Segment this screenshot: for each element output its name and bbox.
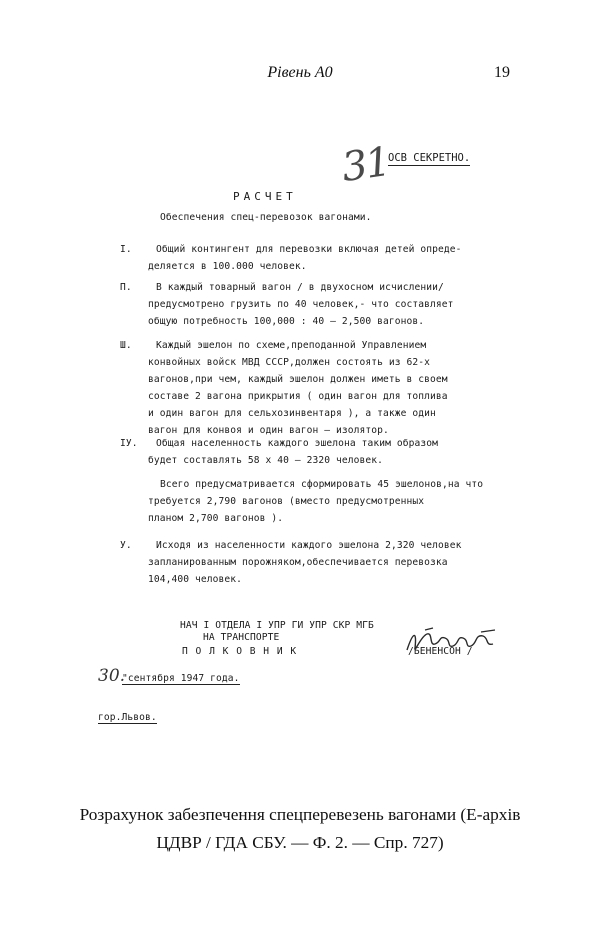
figure-caption [20,801,580,857]
section-numeral: П. [120,282,132,293]
section-line: В каждый товарный вагон / в двухосном исчислении/ [156,282,444,293]
caption-line: ЦДВР / ГДА СБУ. — Ф. 2. — Спр. 727) [156,833,444,852]
section-line: Общий контингент для перевозки включая детей опреде- [156,244,462,255]
signatory-position-line2: НА ТРАНСПОРТЕ [203,632,280,643]
section-line: общую потребность 100,000 : 40 – 2,500 вагонов. [148,316,425,327]
section-line: 104,400 человек. [148,574,243,585]
date-text: "сентября 1947 года. [122,673,240,684]
running-title: Рівень А0 [267,64,333,81]
section-line: вагон для конвоя и один вагон – изолятор. [148,425,389,436]
section-line: требуется 2,790 вагонов (вместо предусмотренных [148,496,425,507]
section-line: вагонов,при чем, каждый эшелон должен иметь в своем [148,374,448,385]
section-numeral: Ш. [120,340,132,351]
signatory-name: /БЕНЕНСОН / [408,646,473,657]
section-numeral: У. [120,540,132,551]
section-line: составе 2 вагона прикрытия ( один вагон для топлива [148,391,448,402]
secret-stamp: ОСВ СЕКРЕТНО. [388,152,471,164]
document-title: РАСЧЕТ [233,190,297,203]
page-number: 19 [494,64,510,81]
signatory-rank: П О Л К О В Н И К [182,646,298,657]
section-line: будет составлять 58 х 40 – 2320 человек. [148,455,384,466]
archival-document-scan [98,136,503,768]
section-line: Каждый эшелон по схеме,преподанной Управлением [156,340,427,351]
section-line: планом 2,700 вагонов ). [148,513,284,524]
section-line: запланированным порожняком,обеспечивается перевозка [148,557,448,568]
section-line: Общая населенность каждого эшелона таким образом [156,438,439,449]
document-subtitle: Обеспечения спец-перевозок вагонами. [160,212,372,223]
section-numeral: I. [120,244,132,255]
section-line: Исходя из населенности каждого эшелона 2,320 человек [156,540,462,551]
document-place: гор.Львов. [98,712,157,723]
section-line: и один вагон для сельхозинвентаря ), а также один [148,408,436,419]
section-line: деляется в 100.000 человек. [148,261,307,272]
running-head [0,64,600,86]
section-line: предусмотрено грузить по 40 человек,- что составляет [148,299,454,310]
date-day-handwritten: 30. [98,666,126,686]
archive-sheet-number: 31 [339,138,392,192]
handwritten-signature [403,626,498,658]
caption-line: Розрахунок забезпечення спецперевезень вагонами (Е-архів [79,805,521,824]
section-numeral: IУ. [120,438,138,449]
section-line: Всего предусматривается сформировать 45 эшелонов,на что [160,479,484,490]
signatory-position: НАЧ I ОТДЕЛА I УПР ГИ УПР СКР МГБ [180,620,374,631]
section-line: конвойных войск МВД СССР,должен состоять из 62-х [148,357,431,368]
